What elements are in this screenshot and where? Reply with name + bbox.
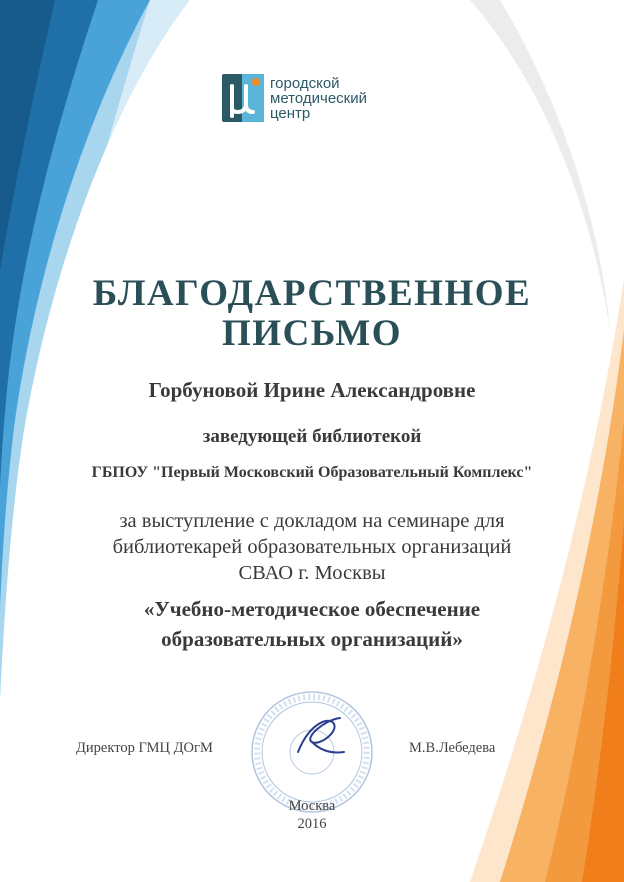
logo-line-2: методический xyxy=(270,90,367,107)
signatory-title: Директор ГМЦ ДОгМ xyxy=(76,740,213,756)
signatory-name: М.В.Лебедева xyxy=(409,740,496,756)
recipient-name: Горбуновой Ирине Александровне xyxy=(148,378,476,402)
logo-line-3: центр xyxy=(270,105,311,122)
logo-mark-icon xyxy=(222,72,266,126)
certificate-title-line-1: БЛАГОДАРСТВЕННОЕ xyxy=(92,273,532,314)
reason-text xyxy=(30,508,594,586)
year: 2016 xyxy=(297,816,327,832)
seminar-topic xyxy=(30,594,594,654)
topic-line-2: образовательных организаций» xyxy=(161,627,463,651)
recipient-organization: ГБПОУ "Первый Московский Образовательный Комплекс" xyxy=(91,464,533,481)
reason-line-2: библиотекарей образовательных организаций xyxy=(112,536,512,558)
city: Москва xyxy=(288,798,336,814)
logo xyxy=(222,72,412,128)
topic-line-1: «Учебно-методическое обеспечение xyxy=(143,597,481,621)
signature-icon xyxy=(290,712,350,762)
reason-line-3: СВАО г. Москвы xyxy=(238,562,386,584)
logo-line-1: городской xyxy=(270,75,340,92)
recipient-position: заведующей библиотекой xyxy=(202,426,422,447)
reason-line-1: за выступление с докладом на семинаре для xyxy=(119,510,505,532)
certificate-title-line-2: ПИСЬМО xyxy=(222,313,402,354)
logo-text xyxy=(270,76,367,121)
